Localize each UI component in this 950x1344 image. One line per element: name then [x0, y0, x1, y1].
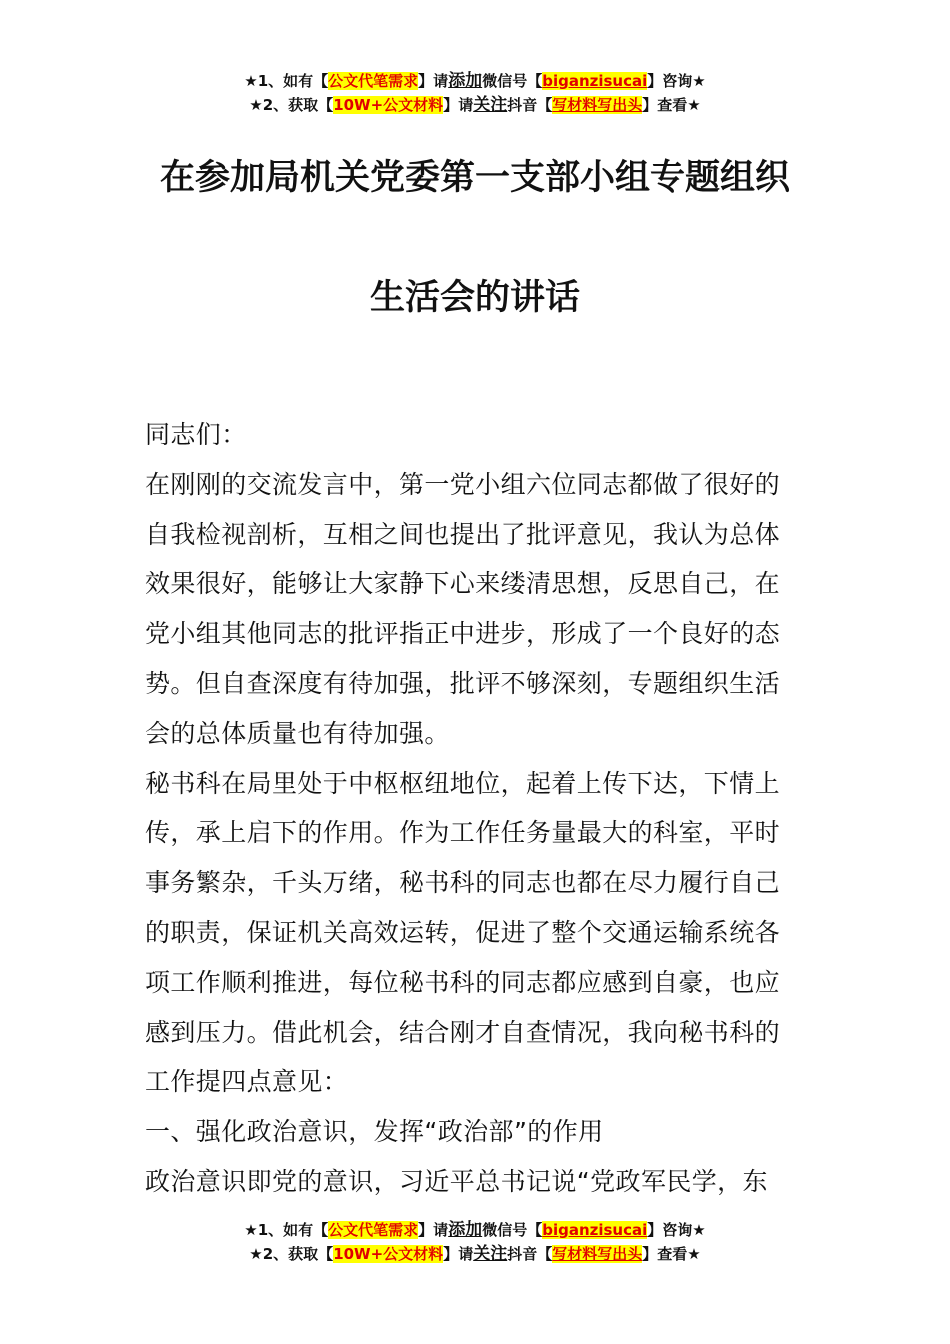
promo-line-1 — [0, 1218, 950, 1242]
promo-highlight: 公文代笔需求 — [328, 1221, 419, 1239]
promo-highlight: 写材料写出头 — [552, 96, 643, 114]
body-text-line: 党小组其他同志的批评指正中进步，形成了一个良好的态 — [145, 619, 781, 649]
promo-underline: 添加 — [448, 1220, 483, 1240]
body-text-line: 同志们： — [145, 420, 247, 449]
promo-highlight: biganzisucai — [542, 72, 648, 90]
promo-highlight: 公文代笔需求 — [328, 72, 419, 90]
promo-text: 】查看★ — [642, 1245, 701, 1263]
promo-text: ★2、获取【 — [249, 1245, 334, 1263]
body-text-line: 感到压力。借此机会，结合刚才自查情况，我向秘书科的 — [145, 1017, 781, 1047]
body-text-line: 事务繁杂，千头万绪，秘书科的同志也都在尽力履行自己 — [145, 868, 781, 898]
body-text-line: 会的总体质量也有待加强。 — [145, 718, 450, 748]
document-body — [145, 410, 825, 1207]
promo-text: 抖音【 — [507, 96, 553, 114]
promo-highlight: 10W+公文材料 — [333, 1245, 444, 1263]
body-text-line: 势。但自查深度有待加强，批评不够深刻，专题组织生活 — [145, 668, 781, 698]
body-text-line: 一、强化政治意识，发挥“政治部”的作用 — [145, 1117, 604, 1147]
footer-promo-banner — [0, 1218, 950, 1266]
promo-text: 】咨询★ — [647, 1221, 706, 1239]
promo-highlight: biganzisucai — [542, 1221, 648, 1239]
promo-text: 微信号【 — [482, 1221, 543, 1239]
document-title-line-2: 生活会的讲话 — [369, 278, 580, 318]
promo-text: 】咨询★ — [647, 72, 706, 90]
promo-text: 】请 — [418, 72, 449, 90]
promo-line-1 — [0, 69, 950, 93]
body-text-line: 工作提四点意见： — [145, 1067, 349, 1097]
body-text-line: 秘书科在局里处于中枢枢纽地位，起着上传下达，下情上 — [145, 768, 781, 798]
body-text-line: 政治意识即党的意识，习近平总书记说“党政军民学，东 — [145, 1166, 768, 1196]
promo-text: ★1、如有【 — [244, 1221, 329, 1239]
promo-highlight: 写材料写出头 — [552, 1245, 643, 1263]
promo-text: ★1、如有【 — [244, 72, 329, 90]
body-text-line: 效果很好，能够让大家静下心来缕清思想，反思自己，在 — [145, 569, 781, 599]
promo-text: 】请 — [443, 96, 474, 114]
promo-highlight: 10W+公文材料 — [333, 96, 444, 114]
document-title-line-1: 在参加局机关党委第一支部小组专题组织 — [159, 158, 790, 198]
promo-text: 】请 — [443, 1245, 474, 1263]
body-text-line: 项工作顺利推进，每位秘书科的同志都应感到自豪，也应 — [145, 967, 781, 997]
body-text-line: 在刚刚的交流发言中，第一党小组六位同志都做了很好的 — [145, 469, 781, 499]
promo-line-2 — [0, 1242, 950, 1266]
body-text-line: 传，承上启下的作用。作为工作任务量最大的科室，平时 — [145, 818, 781, 848]
promo-text: 】请 — [418, 1221, 449, 1239]
promo-underline: 关注 — [473, 95, 508, 115]
promo-text: 抖音【 — [507, 1245, 553, 1263]
body-text-line: 的职责，保证机关高效运转，促进了整个交通运输系统各 — [145, 917, 781, 947]
promo-line-2 — [0, 93, 950, 117]
promo-text: ★2、获取【 — [249, 96, 334, 114]
header-promo-banner — [0, 69, 950, 117]
body-text-line: 自我检视剖析，互相之间也提出了批评意见，我认为总体 — [145, 519, 781, 549]
promo-underline: 关注 — [473, 1244, 508, 1264]
promo-text: 】查看★ — [642, 96, 701, 114]
promo-text: 微信号【 — [482, 72, 543, 90]
promo-underline: 添加 — [448, 71, 483, 91]
